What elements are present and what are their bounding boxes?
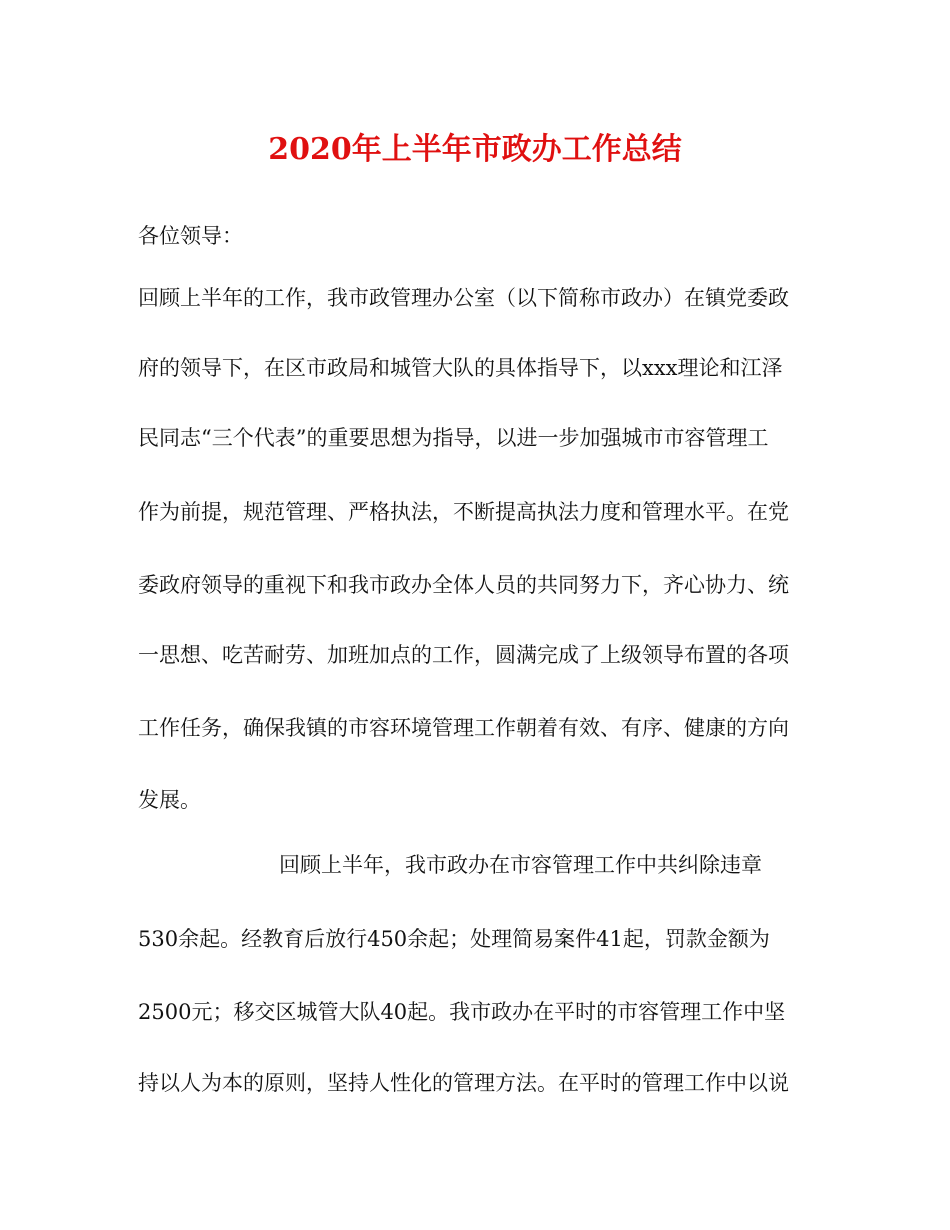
- paragraph-1-line-3: 民同志“三个代表”的重要思想为指导，以进一步加强城市市容管理工: [138, 426, 769, 450]
- paragraph-1-line-2: 府的领导下，在区市政局和城管大队的具体指导下，以xxx理论和江泽: [138, 356, 783, 380]
- paragraph-1-line-1: 回顾上半年的工作，我市政管理办公室（以下简称市政办）在镇党委政: [138, 286, 789, 310]
- paragraph-1-line-5: 委政府领导的重视下和我市政办全体人员的共同努力下，齐心协力、统: [138, 573, 789, 597]
- paragraph-1-line-8: 发展。: [138, 788, 201, 812]
- paragraph-1-line-7: 工作任务，确保我镇的市容环境管理工作朝着有效、有序、健康的方向: [138, 716, 789, 740]
- document-title: 2020年上半年市政办工作总结: [268, 132, 682, 167]
- paragraph-1-line-4: 作为前提，规范管理、严格执法，不断提高执法力度和管理水平。在党: [138, 500, 789, 524]
- paragraph-2-line-4: 持以人为本的原则，坚持人性化的管理方法。在平时的管理工作中以说: [138, 1071, 789, 1095]
- paragraph-2-line-1: 回顾上半年，我市政办在市容管理工作中共纠除违章: [279, 853, 762, 877]
- paragraph-2-line-2: 530余起。经教育后放行450余起；处理简易案件41起，罚款金额为: [138, 927, 770, 951]
- paragraph-2-line-3: 2500元；移交区城管大队40起。我市政办在平时的市容管理工作中坚: [138, 1000, 786, 1024]
- salutation: 各位领导：: [138, 224, 243, 248]
- paragraph-1-line-6: 一思想、吃苦耐劳、加班加点的工作，圆满完成了上级领导布置的各项: [138, 643, 789, 667]
